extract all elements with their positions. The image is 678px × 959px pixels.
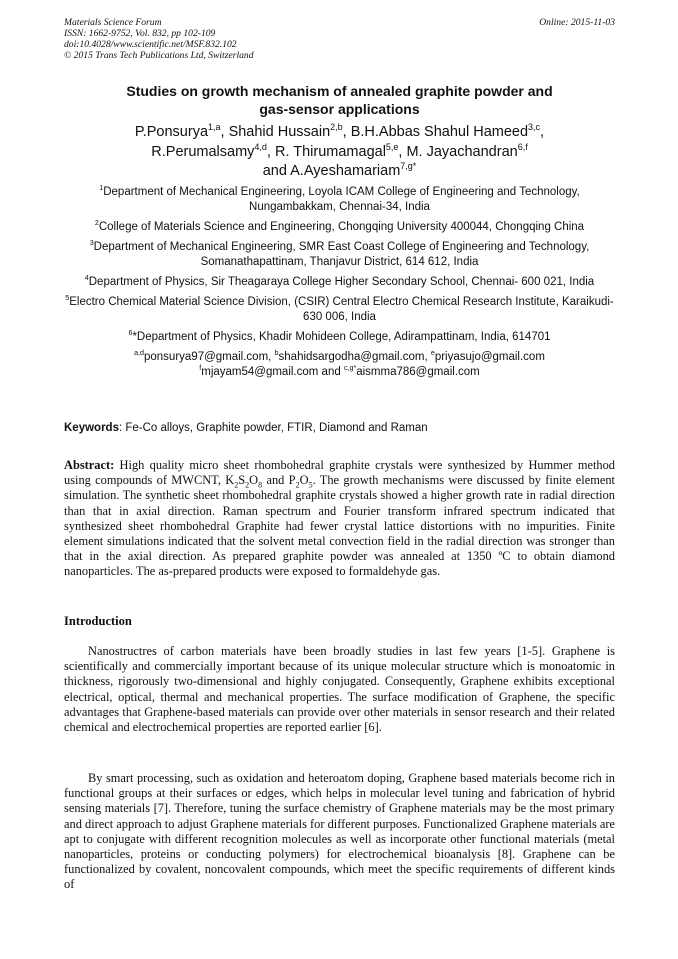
- introduction-heading: Introduction: [64, 614, 132, 628]
- title-line-1: Studies on growth mechanism of annealed graphite powder and: [126, 83, 553, 99]
- affiliation-number: 6: [128, 329, 133, 338]
- author-list: [64, 123, 615, 182]
- subscript: 8: [258, 480, 263, 490]
- affiliation-1: [64, 185, 615, 215]
- email-address: mjayam54@gmail.com and: [201, 366, 344, 378]
- journal-metadata: [64, 17, 254, 61]
- abstract-text: O: [299, 473, 309, 488]
- email-mark: f: [199, 364, 202, 373]
- abstract: [64, 458, 615, 580]
- affiliation-number: 1: [99, 184, 104, 193]
- author-name: , B.H.Abbas Shahul Hameed: [342, 124, 529, 140]
- title-line-2: gas-sensor applications: [259, 101, 420, 117]
- affiliation-6: [64, 330, 615, 345]
- keywords-label: Keywords: [64, 422, 119, 434]
- abstract-text: and P: [262, 473, 296, 488]
- affiliation-text: College of Materials Science and Engineering, Chongqing University 400044, Chongqing China: [98, 221, 585, 233]
- author-name: P.Ponsurya: [134, 124, 209, 140]
- email-line-1: [64, 350, 615, 365]
- email-mark: b: [274, 349, 279, 358]
- affiliation-number: 2: [94, 219, 99, 228]
- email-address: shahidsargodha@gmail.com,: [278, 351, 431, 363]
- author-affiliation-mark: 3,c: [528, 122, 541, 133]
- affiliation-number: 5: [65, 294, 70, 303]
- author-name: R.Perumalsamy: [151, 143, 255, 160]
- author-affiliation-mark: 7,g*: [400, 161, 417, 172]
- email-address: aismma786@gmail.com: [356, 366, 480, 378]
- author-line-3: [64, 162, 615, 182]
- introduction-paragraph-2: By smart processing, such as oxidation and heteroatom doping, Graphene based materials become rich in functional groups at their surfaces or edges, which helps in molecular level tuning and fabrication of hybrid sensing materials [7]. Therefore, tuning the surface chemistry of Graphene materials may be the most primary and direct approach to adjust Graphene materials for different purposes. Functionalized Graphene materials are apt to conjugate with different recognition molecules as well as incorporate other functional materials (metal nanoparticles, proteins or conducting polymers) for electrochemical bioanalysis [8]. Graphene can be functionalized by covalent, noncovalent compounds, which meet the specific requirements of different kinds of: [64, 771, 615, 892]
- keywords-text: : Fe-Co alloys, Graphite powder, FTIR, Diamond and Raman: [118, 422, 428, 434]
- online-date: Online: 2015-11-03: [539, 17, 615, 28]
- issn-line: ISSN: 1662-9752, Vol. 832, pp 102-109: [64, 28, 216, 39]
- author-affiliation-mark: 1,a: [208, 122, 221, 133]
- affiliation-3: [64, 240, 615, 270]
- email-mark: a,d: [134, 349, 144, 358]
- email-list: [64, 350, 615, 380]
- affiliation-4: [64, 275, 615, 290]
- affiliation-text: Department of Mechanical Engineering, Loyola ICAM College of Engineering and Technology, Nungambakkam, Chennai-34, India: [103, 186, 580, 213]
- author-line-2: [64, 143, 615, 163]
- introduction-paragraph-1: Nanostructres of carbon materials have been broadly studies in last few years [1-5]. Graphene is scientifically and commercially important because of its unique molecular structure which is monoatomic in thickness, rigorously two-dimensional and highly conjugated. Consequently, Graphene exhibits exceptional electrical, optical, thermal and mechanical properties. The surface modification of Graphene, the specific advantages that Graphene-based materials can provide over other materials in sensor research and their related chemical and electrochemical properties are reported earlier [6].: [64, 644, 615, 735]
- copyright-line: © 2015 Trans Tech Publications Ltd, Switzerland: [64, 50, 254, 61]
- abstract-text: High quality micro sheet rhombohedral graphite crystals were synthesized by Hummer method using compounds of MWCNT, K: [64, 458, 615, 488]
- subscript: 2: [295, 480, 300, 490]
- abstract-text: S: [238, 473, 246, 488]
- keywords: [64, 421, 615, 436]
- email-address: priyasujo@gmail.com: [434, 351, 545, 363]
- abstract-text: . The growth mechanisms were discussed by finite element simulation. The synthetic sheet rhombohedral graphite crystals showed a higher growth rate in radial direction than that in axial direction. Raman spectrum and Fourier transform infrared spectrum indicated that synthesized sheet rhombohedral Graphite had fewer crystal lattice distortions with no impurities. Finite element simulations indicated that the solvent metal convection field in the radial direction was stronger than that in the axial direction. As prepared graphite powder was annealed at 1350 ºC to obtain diamond nanoparticles. The as-prepared products were exposed to formaldehyde gas.: [64, 473, 615, 579]
- affiliation-text: Department of Physics, Sir Theagaraya College Higher Secondary School, Chennai- 600 021, India: [88, 276, 595, 288]
- affiliation-list: [64, 185, 615, 380]
- affiliation-number: 3: [89, 239, 94, 248]
- affiliation-text: Electro Chemical Material Science Division, (CSIR) Central Electro Chemical Research Institute, Karaikudi-630 006, India: [69, 296, 614, 323]
- author-affiliation-mark: 4,d: [254, 141, 267, 152]
- email-mark: e: [430, 349, 435, 358]
- author-affiliation-mark: 2,b: [330, 122, 343, 133]
- affiliation-text: *Department of Physics, Khadir Mohideen College, Adirampattinam, India, 614701: [132, 331, 551, 343]
- author-affiliation-mark: 5,e: [385, 141, 399, 152]
- author-name: and A.Ayeshamariam: [262, 163, 401, 179]
- author-affiliation-mark: 6,f: [517, 141, 528, 152]
- author-name: , R. Thirumamagal: [266, 143, 386, 160]
- author-name: , Shahid Hussain: [220, 124, 331, 140]
- abstract-label: Abstract:: [64, 458, 115, 472]
- email-line-2: [64, 365, 615, 380]
- author-name: , M. Jayachandran: [398, 143, 518, 160]
- email-address: ponsurya97@gmail.com,: [143, 351, 275, 363]
- subscript: 2: [234, 480, 239, 490]
- journal-name: Materials Science Forum: [64, 17, 162, 28]
- affiliation-2: [64, 220, 615, 235]
- affiliation-number: 4: [84, 274, 89, 283]
- email-mark: c,g*: [343, 364, 357, 373]
- paper-title: [64, 82, 615, 118]
- subscript: 2: [245, 480, 250, 490]
- affiliation-5: [64, 295, 615, 325]
- author-line-1: P.Ponsurya$^{1,a}$, Shahid Hussain$^{2,b}$, B.H.Abbas Shahul Hameed$^{3,c}$,: [134, 122, 545, 140]
- doi-line: doi:10.4028/www.scientific.net/MSF.832.102: [64, 39, 237, 50]
- affiliation-text: Department of Mechanical Engineering, SMR East Coast College of Engineering and Technology, Somanathapattinam, Thanjavur District, 614 612, India: [93, 241, 590, 268]
- abstract-text: O: [249, 473, 259, 488]
- subscript: 5: [308, 480, 313, 490]
